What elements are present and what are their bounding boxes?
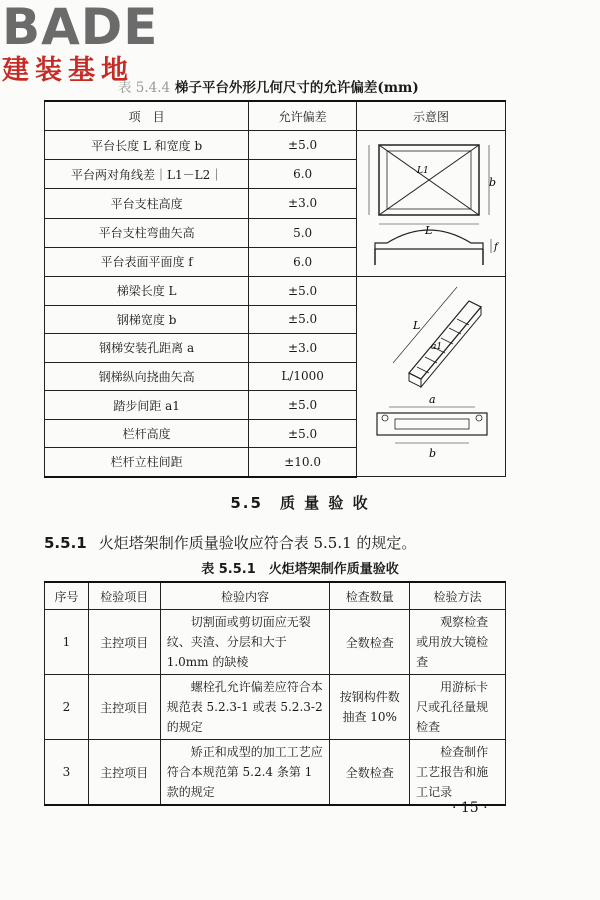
table1-header-row xyxy=(45,101,506,131)
ladder-diagram xyxy=(357,277,505,473)
row-method: 观察检查或用放大镜检查 xyxy=(410,610,506,675)
table-row xyxy=(45,610,506,675)
row-tolerance: ±5.0 xyxy=(249,277,357,306)
row-item: 主控项目 xyxy=(88,610,160,675)
table-row xyxy=(45,740,506,806)
tolerance-table xyxy=(44,100,506,478)
row-item: 钢梯安装孔距离 a xyxy=(45,334,249,363)
table1-caption-number: 表 5.4.4 xyxy=(118,80,171,96)
header-no: 序号 xyxy=(45,582,89,610)
row-item: 钢梯纵向挠曲矢高 xyxy=(45,362,249,391)
row-tolerance: 5.0 xyxy=(249,218,357,247)
row-item: 平台长度 L 和宽度 b xyxy=(45,131,249,160)
row-quantity: 按钢构件数抽查 10% xyxy=(330,675,410,740)
row-tolerance: 6.0 xyxy=(249,247,357,276)
row-quantity: 全数检查 xyxy=(330,740,410,806)
header-tolerance: 允许偏差 xyxy=(249,101,357,131)
label-f: f xyxy=(493,242,498,253)
table-row xyxy=(45,131,506,160)
header-content: 检验内容 xyxy=(160,582,330,610)
row-item: 梯梁长度 L xyxy=(45,277,249,306)
page-number: · 15 · xyxy=(452,800,488,816)
row-tolerance: ±10.0 xyxy=(249,448,357,477)
label-ladder-b: b xyxy=(428,447,437,460)
logo-main-text: BADE xyxy=(2,0,159,56)
acceptance-table xyxy=(44,581,506,806)
logo-sub-text: 建装基地 xyxy=(2,55,134,86)
row-item: 主控项目 xyxy=(88,675,160,740)
row-item: 平台支柱弯曲矢高 xyxy=(45,218,249,247)
label-b: b xyxy=(488,176,497,189)
row-item: 平台两对角线差｜L1－L2｜ xyxy=(45,160,249,189)
row-item: 栏杆高度 xyxy=(45,419,249,448)
platform-diagram-cell xyxy=(356,131,505,277)
row-no: 2 xyxy=(45,675,89,740)
row-content: 切割面或剪切面应无裂纹、夹渣、分层和大于 1.0mm 的缺棱 xyxy=(160,610,330,675)
row-no: 3 xyxy=(45,740,89,806)
header-diagram: 示意图 xyxy=(356,101,505,131)
row-item: 平台表面平面度 f xyxy=(45,247,249,276)
row-item: 主控项目 xyxy=(88,740,160,806)
platform-diagram xyxy=(357,131,505,273)
header-item: 项 目 xyxy=(45,101,249,131)
row-tolerance: ±5.0 xyxy=(249,131,357,160)
row-tolerance: ±5.0 xyxy=(249,305,357,334)
header-quantity: 检查数量 xyxy=(330,582,410,610)
table2-caption: 表 5.5.1 火炬塔架制作质量验收 xyxy=(201,562,399,577)
row-tolerance: ±5.0 xyxy=(249,391,357,420)
label-L1: L1 xyxy=(416,166,429,176)
row-item: 踏步间距 a1 xyxy=(45,391,249,420)
label-L: L xyxy=(424,224,433,237)
table-row xyxy=(45,675,506,740)
row-tolerance: 6.0 xyxy=(249,160,357,189)
row-tolerance: ±5.0 xyxy=(249,419,357,448)
row-method: 检查制作工艺报告和施工记录 xyxy=(410,740,506,806)
row-item: 栏杆立柱间距 xyxy=(45,448,249,477)
row-tolerance: ±3.0 xyxy=(249,334,357,363)
table1-caption-title: 梯子平台外形几何尺寸的允许偏差(mm) xyxy=(174,80,419,96)
header-inspection-item: 检验项目 xyxy=(88,582,160,610)
clause-text: 火炬塔架制作质量验收应符合表 5.5.1 的规定。 xyxy=(98,534,417,552)
clause-number: 5.5.1 xyxy=(44,534,87,552)
label-a: a xyxy=(428,393,436,406)
row-method: 用游标卡尺或孔径量规检查 xyxy=(410,675,506,740)
header-method: 检验方法 xyxy=(410,582,506,610)
logo xyxy=(2,2,178,86)
row-quantity: 全数检查 xyxy=(330,610,410,675)
label-ladder-L: L xyxy=(412,319,421,332)
row-item: 平台支柱高度 xyxy=(45,189,249,218)
row-no: 1 xyxy=(45,610,89,675)
row-tolerance: ±3.0 xyxy=(249,189,357,218)
table-row xyxy=(45,277,506,306)
label-a1: a1 xyxy=(430,342,443,352)
row-content: 矫正和成型的加工工艺应符合本规范第 5.2.4 条第 1 款的规定 xyxy=(160,740,330,806)
row-tolerance: L/1000 xyxy=(249,362,357,391)
row-content: 螺栓孔允许偏差应符合本规范表 5.2.3-1 或表 5.2.3-2 的规定 xyxy=(160,675,330,740)
section-heading: 5.5 质 量 验 收 xyxy=(230,494,370,512)
table1-caption xyxy=(118,76,498,96)
table2-header-row xyxy=(45,582,506,610)
row-item: 钢梯宽度 b xyxy=(45,305,249,334)
ladder-diagram-cell xyxy=(356,277,505,477)
clause xyxy=(44,532,416,553)
